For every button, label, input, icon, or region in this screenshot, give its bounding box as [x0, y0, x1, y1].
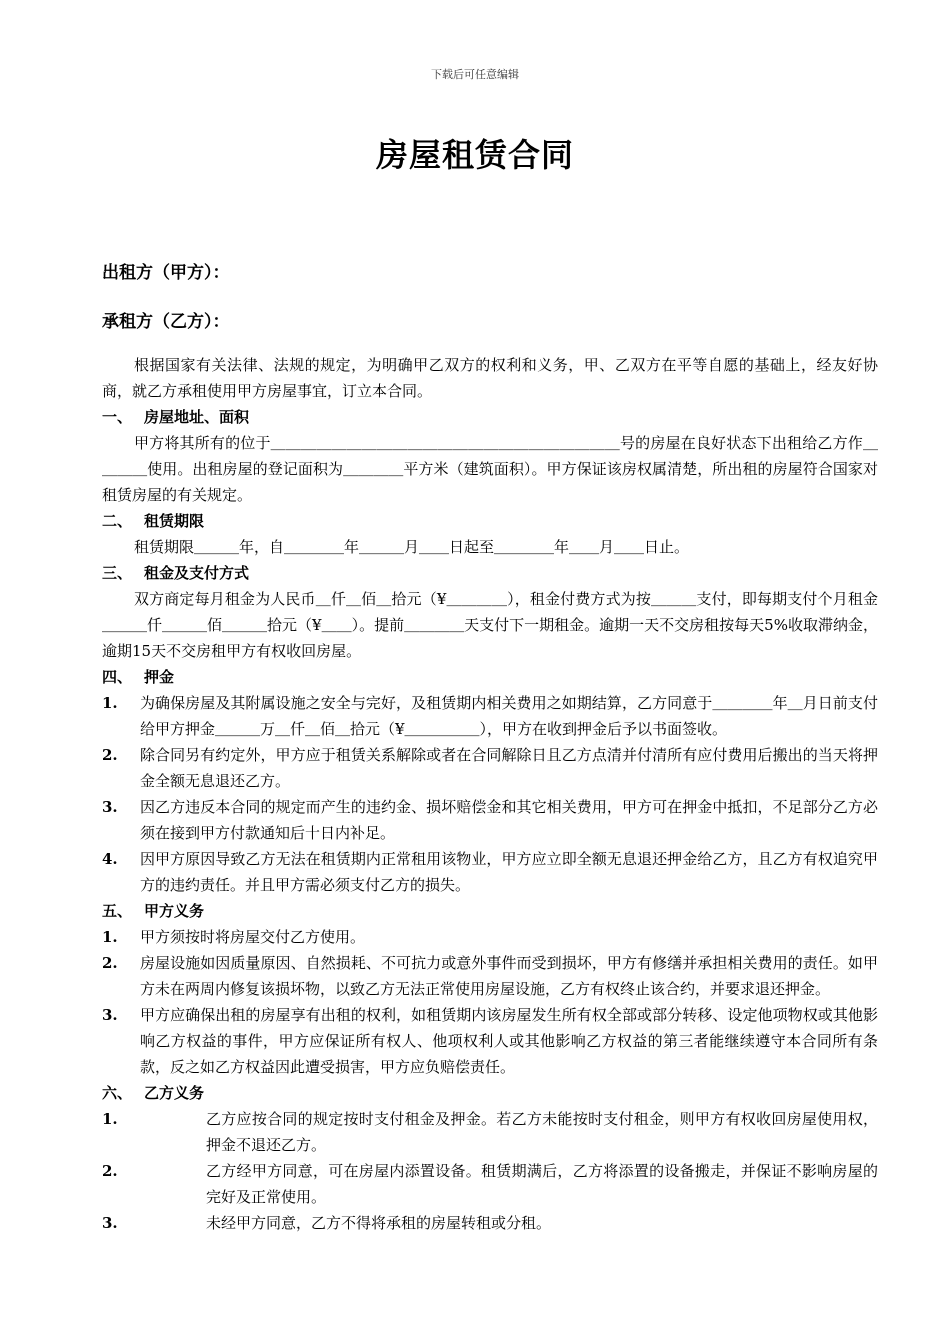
contract-body: [102, 352, 878, 1236]
item-number: 2.: [102, 1162, 118, 1180]
item-text: 除合同另有约定外，甲方应于租赁关系解除或者在合同解除日且乙方点清并付清所有应付费用后搬出的当天将押金全额无息退还乙方。: [140, 746, 878, 790]
item-text: 为确保房屋及其附属设施之安全与完好，及租赁期内相关费用之如期结算，乙方同意于＿＿＿＿年＿月日前支付给甲方押金＿＿＿万＿仟＿佰＿拾元（¥＿＿＿＿＿），甲方在收到押金后予以书面签收。: [140, 694, 878, 738]
intro-paragraph: 根据国家有关法律、法规的规定，为明确甲乙双方的权利和义务，甲、乙双方在平等自愿的基础上，经友好协商，就乙方承租使用甲方房屋事宜，订立本合同。: [102, 356, 878, 400]
list-item: [102, 950, 878, 1002]
section-heading: [102, 560, 878, 586]
section-number: 四、: [102, 668, 133, 686]
item-text: 乙方经甲方同意，可在房屋内添置设备。租赁期满后，乙方将添置的设备搬走，并保证不影响房屋的完好及正常使用。: [206, 1162, 878, 1206]
list-item: [102, 742, 878, 794]
item-text: 甲方须按时将房屋交付乙方使用。: [140, 928, 366, 946]
item-number: 3.: [102, 1006, 118, 1024]
item-number: 1.: [102, 694, 118, 712]
section-heading: [102, 1080, 878, 1106]
item-number: 1.: [102, 1110, 118, 1128]
list-item: [102, 1002, 878, 1080]
document-title: 房屋租赁合同: [375, 136, 574, 174]
section-number: 六、: [102, 1084, 133, 1102]
item-number: 4.: [102, 850, 118, 868]
list-item: [102, 924, 878, 950]
header-note: 下载后可任意编辑: [431, 68, 519, 81]
list-item: [102, 1158, 878, 1210]
party-a-label: 出租方（甲方）：: [102, 263, 230, 283]
section-title: 甲方义务: [144, 902, 205, 920]
item-number: 2.: [102, 746, 118, 764]
section-paragraph: 甲方将其所有的位于＿＿＿＿＿＿＿＿＿＿＿＿＿＿＿＿＿＿＿＿＿＿＿号的房屋在良好状态下出租给乙方作＿＿＿＿使用。出租房屋的登记面积为＿＿＿＿平方米（建筑面积）。甲方保证该房权属清楚，所出租的房屋符合国家对租赁房屋的有关规定。: [102, 434, 878, 504]
item-number: 3.: [102, 1214, 118, 1232]
item-text: 甲方应确保出租的房屋享有出租的权利，如租赁期内该房屋发生所有权全部或部分转移、设定他项物权或其他影响乙方权益的事件，甲方应保证所有权人、他项权利人或其他影响乙方权益的第三者能继续遵守本合同所有条款，反之如乙方权益因此遭受损害，甲方应负赔偿责任。: [140, 1006, 878, 1076]
section-heading: [102, 404, 878, 430]
item-text: 因乙方违反本合同的规定而产生的违约金、损坏赔偿金和其它相关费用，甲方可在押金中抵扣，不足部分乙方必须在接到甲方付款通知后十日内补足。: [140, 798, 878, 842]
item-text: 房屋设施如因质量原因、自然损耗、不可抗力或意外事件而受到损坏，甲方有修缮并承担相关费用的责任。如甲方未在两周内修复该损坏物，以致乙方无法正常使用房屋设施，乙方有权终止该合约，并要求退还押金。: [140, 954, 878, 998]
section-title: 乙方义务: [144, 1084, 205, 1102]
section-heading: [102, 898, 878, 924]
section-number: 五、: [102, 902, 133, 920]
item-text: 乙方应按合同的规定按时支付租金及押金。若乙方未能按时支付租金，则甲方有权收回房屋使用权，押金不退还乙方。: [206, 1110, 878, 1154]
section-number: 三、: [102, 564, 133, 582]
list-item: [102, 794, 878, 846]
list-item: [102, 1210, 878, 1236]
item-text: 未经甲方同意，乙方不得将承租的房屋转租或分租。: [206, 1214, 552, 1232]
section-heading: [102, 664, 878, 690]
section-title: 押金: [144, 668, 175, 686]
item-number: 2.: [102, 954, 118, 972]
section-title: 租金及支付方式: [144, 564, 250, 582]
party-b-label: 承租方（乙方）：: [102, 312, 230, 332]
section-heading: [102, 508, 878, 534]
section-paragraph: 租赁期限＿＿＿年，自＿＿＿＿年＿＿＿月＿＿日起至＿＿＿＿年＿＿月＿＿日止。: [134, 538, 690, 556]
section-title: 房屋地址、面积: [144, 408, 250, 426]
section-paragraph: 双方商定每月租金为人民币＿仟＿佰＿拾元（¥＿＿＿＿），租金付费方式为按＿＿＿支付，即每期支付个月租金＿＿＿仟＿＿＿佰＿＿＿拾元（¥＿＿）。提前＿＿＿＿天支付下一期租金。逾期一天不交房租按每天5%收取滞纳金，逾期15天不交房租甲方有权收回房屋。: [102, 590, 878, 660]
section-title: 租赁期限: [144, 512, 205, 530]
list-item: [102, 1106, 878, 1158]
item-number: 3.: [102, 798, 118, 816]
item-number: 1.: [102, 928, 118, 946]
list-item: [102, 846, 878, 898]
item-text: 因甲方原因导致乙方无法在租赁期内正常租用该物业，甲方应立即全额无息退还押金给乙方，且乙方有权追究甲方的违约责任。并且甲方需必须支付乙方的损失。: [140, 850, 878, 894]
section-number: 一、: [102, 408, 133, 426]
list-item: [102, 690, 878, 742]
section-number: 二、: [102, 512, 133, 530]
